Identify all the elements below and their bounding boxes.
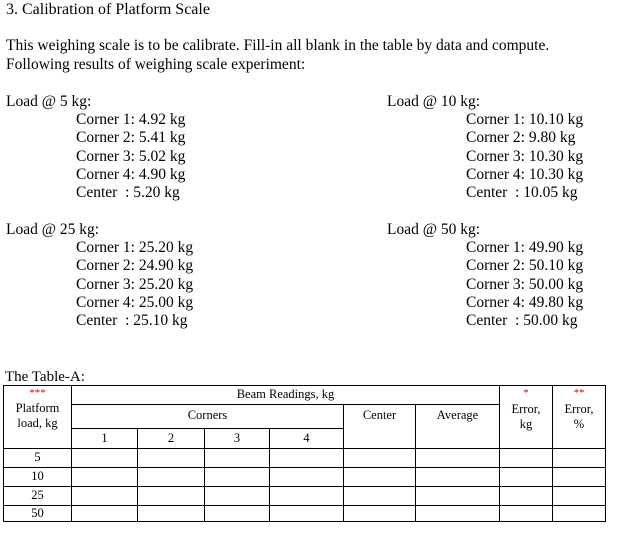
- reading-line: Center : 5.20 kg: [76, 184, 180, 202]
- header-line: Error,: [511, 402, 541, 416]
- table-line: [71, 385, 72, 522]
- table-line: [3, 448, 606, 449]
- platform-mark: ***: [29, 387, 46, 399]
- intro-line-2: Following results of weighing scale experiment:: [6, 56, 306, 73]
- table-line: [71, 428, 343, 429]
- error-kg-header: [500, 402, 552, 432]
- reading-line: Center : 10.05 kg: [466, 184, 578, 202]
- reading-line: Corner 4: 4.90 kg: [76, 165, 186, 183]
- table-row-label: 25: [31, 488, 44, 502]
- header-line: load, kg: [17, 416, 58, 430]
- corner-number-3: 3: [233, 431, 241, 445]
- error-pct-mark: **: [573, 387, 585, 399]
- table-row-label: 50: [31, 506, 44, 520]
- platform-load-header: [4, 401, 71, 431]
- table-line: [3, 521, 606, 522]
- average-header: Average: [436, 408, 479, 422]
- corners-header: Corners: [187, 408, 228, 422]
- reading-line: Corner 2: 5.41 kg: [76, 129, 186, 147]
- load-5-heading: Load @ 5 kg:: [6, 93, 92, 110]
- load-25-heading: Load @ 25 kg:: [6, 221, 100, 238]
- table-label: The Table-A:: [5, 369, 85, 385]
- table-line: [3, 467, 606, 468]
- reading-line: Corner 3: 10.30 kg: [466, 147, 584, 165]
- corner-number-1: 1: [101, 431, 108, 445]
- corner-number-4: 4: [303, 431, 310, 445]
- corner-number-2: 2: [167, 431, 175, 445]
- reading-line: Corner 1: 49.90 kg: [466, 239, 584, 256]
- load-50-heading: Load @ 50 kg:: [387, 221, 481, 238]
- reading-line: Corner 2: 24.90 kg: [76, 257, 194, 275]
- load-10-heading: Load @ 10 kg:: [387, 93, 481, 110]
- table-row-label: 5: [34, 450, 41, 464]
- reading-line: Corner 1: 4.92 kg: [76, 111, 186, 128]
- error-kg-mark: *: [523, 387, 529, 399]
- header-line: Error,: [564, 402, 594, 416]
- table-row-label: 10: [31, 469, 44, 483]
- table-line: [3, 505, 606, 506]
- error-pct-header: [553, 402, 605, 432]
- reading-line: Corner 2: 9.80 kg: [466, 129, 576, 147]
- reading-line: Corner 3: 50.00 kg: [466, 275, 584, 293]
- reading-line: Center : 25.10 kg: [76, 312, 188, 330]
- intro-line-1: This weighing scale is to be calibrate. Fill-in all blank in the table by data and compute.: [6, 37, 550, 54]
- table-line: [71, 404, 499, 405]
- reading-line: Corner 4: 49.80 kg: [466, 293, 584, 311]
- header-line: Platform: [15, 401, 60, 415]
- center-header: Center: [362, 408, 397, 422]
- beam-readings-header: Beam Readings, kg: [236, 387, 335, 401]
- document-title: 3. Calibration of Platform Scale: [6, 1, 210, 18]
- reading-line: Corner 3: 5.02 kg: [76, 147, 186, 165]
- reading-line: Corner 2: 50.10 kg: [466, 257, 584, 275]
- reading-line: Corner 4: 25.00 kg: [76, 293, 194, 311]
- table-line: [3, 486, 606, 487]
- reading-line: Corner 4: 10.30 kg: [466, 165, 584, 183]
- reading-line: Corner 1: 10.10 kg: [466, 111, 584, 128]
- header-line: kg: [519, 417, 533, 431]
- reading-line: Center : 50.00 kg: [466, 312, 578, 330]
- reading-line: Corner 1: 25.20 kg: [76, 239, 194, 256]
- table-line: [605, 385, 606, 522]
- header-line: %: [573, 417, 585, 431]
- reading-line: Corner 3: 25.20 kg: [76, 275, 194, 293]
